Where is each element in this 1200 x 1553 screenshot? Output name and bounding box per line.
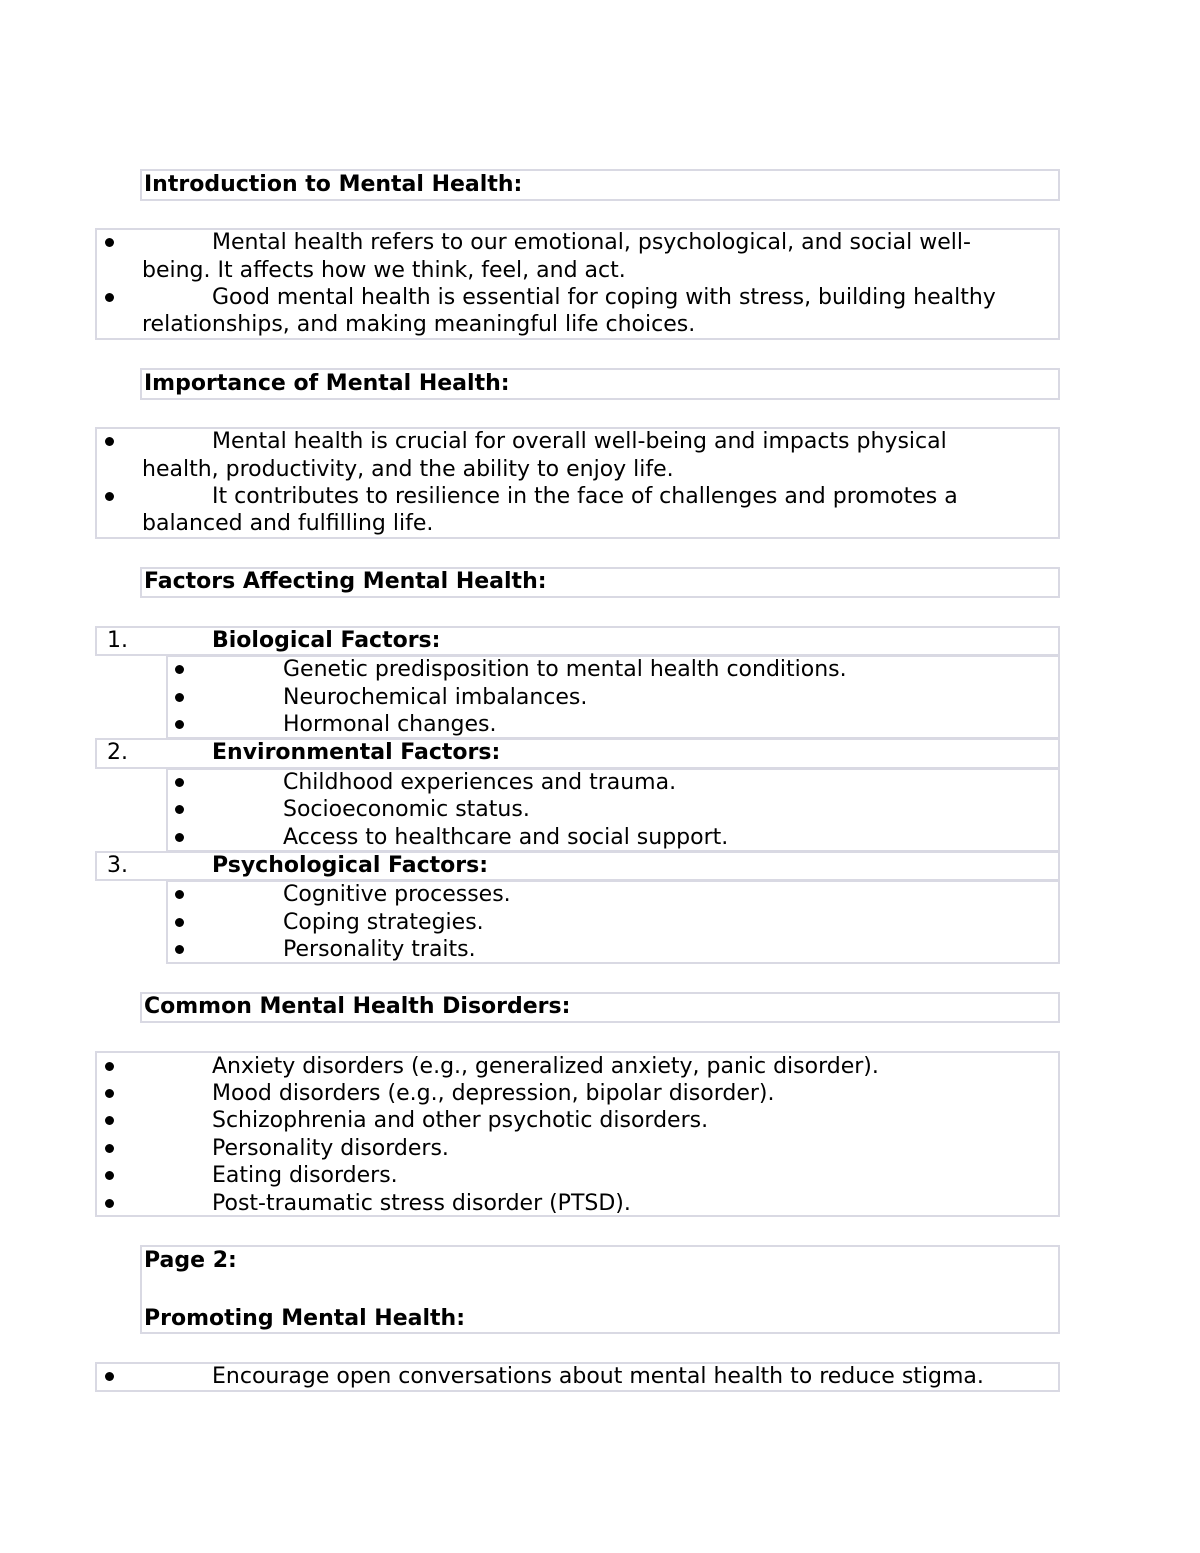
disorders-heading: Common Mental Health Disorders: [144,994,571,1019]
bullet-icon [175,693,184,702]
bullet-icon [105,1062,114,1071]
factor-group-3-item-1: Cognitive processes. [283,882,511,907]
intro-item-2-line-1: Good mental health is essential for coping with stress, building healthy [212,285,996,310]
factor-group-3-item-2: Coping strategies. [283,910,484,935]
bullet-icon [105,238,114,247]
intro-item-1-line-2: being. It affects how we think, feel, and act. [142,258,626,283]
factor-group-2-number: 2. [107,740,128,765]
bullet-icon [105,1171,114,1180]
importance-item-2-line-2: balanced and fulfilling life. [142,511,434,536]
bullet-icon [105,1372,114,1381]
factor-group-1-item-3: Hormonal changes. [283,712,497,737]
importance-item-1-line-2: health, productivity, and the ability to enjoy life. [142,457,674,482]
factor-group-1-item-1: Genetic predisposition to mental health conditions. [283,657,847,682]
bullet-icon [175,918,184,927]
bullet-icon [105,1116,114,1125]
disorder-item-3: Schizophrenia and other psychotic disorders. [212,1108,709,1133]
factor-group-1-item-2: Neurochemical imbalances. [283,685,588,710]
bullet-icon [175,833,184,842]
bullet-icon [175,805,184,814]
bullet-icon [175,720,184,729]
importance-item-2-line-1: It contributes to resilience in the face of challenges and promotes a [212,484,958,509]
factor-group-1-title: Biological Factors: [212,628,441,653]
promoting-heading: Promoting Mental Health: [144,1306,465,1331]
factor-group-2-title: Environmental Factors: [212,740,501,765]
bullet-icon [105,1199,114,1208]
factor-group-2-item-3: Access to healthcare and social support. [283,825,729,850]
factor-group-2-item-2: Socioeconomic status. [283,797,530,822]
bullet-icon [105,293,114,302]
promoting-item-1: Encourage open conversations about mental health to reduce stigma. [212,1364,984,1389]
disorder-item-4: Personality disorders. [212,1136,449,1161]
factor-group-3-title: Psychological Factors: [212,853,489,878]
bullet-icon [105,492,114,501]
intro-item-2-line-2: relationships, and making meaningful life choices. [142,312,696,337]
bullet-icon [105,437,114,446]
importance-item-1-line-1: Mental health is crucial for overall well-being and impacts physical [212,429,947,454]
disorder-item-5: Eating disorders. [212,1163,398,1188]
bullet-icon [105,1144,114,1153]
factor-group-1-number: 1. [107,628,128,653]
page2-label: Page 2: [144,1248,237,1273]
bullet-icon [175,778,184,787]
importance-heading: Importance of Mental Health: [144,371,510,396]
factor-group-3-number: 3. [107,853,128,878]
bullet-icon [105,1089,114,1098]
bullet-icon [175,890,184,899]
disorder-item-6: Post-traumatic stress disorder (PTSD). [212,1191,631,1216]
disorder-item-2: Mood disorders (e.g., depression, bipolar disorder). [212,1081,775,1106]
intro-heading: Introduction to Mental Health: [144,172,523,197]
intro-item-1-line-1: Mental health refers to our emotional, psychological, and social well- [212,230,971,255]
factor-group-3-item-3: Personality traits. [283,937,476,962]
bullet-icon [175,665,184,674]
factor-group-2-item-1: Childhood experiences and trauma. [283,770,677,795]
factors-heading: Factors Affecting Mental Health: [144,569,547,594]
disorder-item-1: Anxiety disorders (e.g., generalized anxiety, panic disorder). [212,1054,879,1079]
bullet-icon [175,945,184,954]
